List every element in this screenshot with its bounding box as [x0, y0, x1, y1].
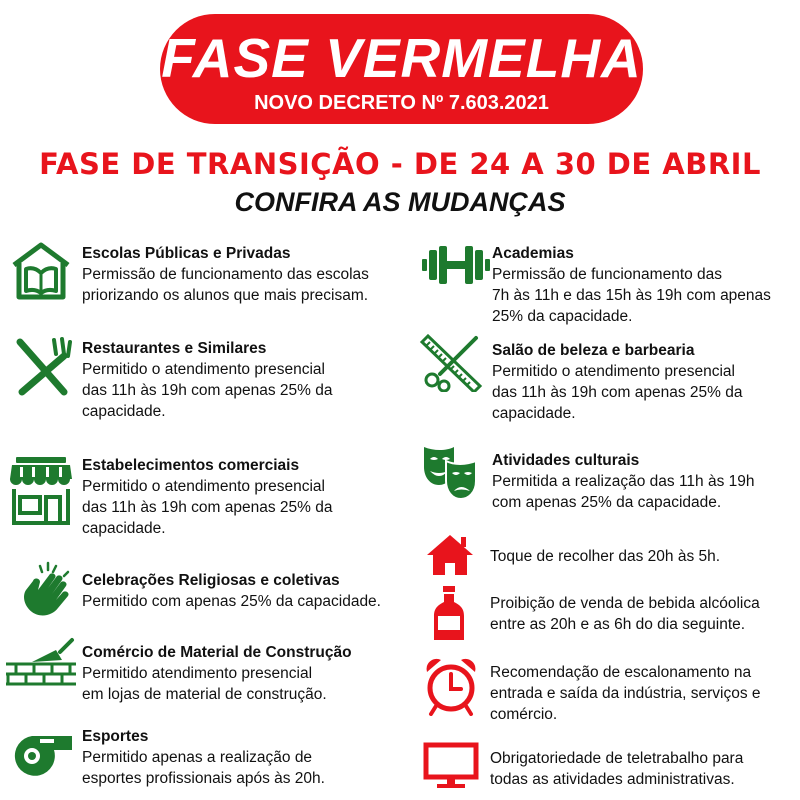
transition-heading: FASE DE TRANSIÇÃO - DE 24 A 30 DE ABRIL	[39, 147, 761, 181]
item-desc: Permissão de funcionamento das 7h às 11h e das 15h às 19h com apenas 25% da capacidade.	[492, 266, 771, 325]
bottle-icon	[432, 586, 466, 642]
fork-knife-icon	[14, 336, 72, 398]
item-desc: Permitida a realização das 11h às 19h com apenas 25% da capacidade.	[492, 473, 755, 511]
item-title: Salão de beleza e barbearia	[492, 342, 695, 359]
scissors-comb-icon	[418, 334, 484, 392]
theater-masks-icon	[420, 443, 480, 499]
restriction-text: Proibição de venda de bebida alcóolica entre as 20h e as 6h do dia seguinte.	[490, 595, 760, 633]
item-title: Estabelecimentos comerciais	[82, 457, 300, 474]
item-desc: Permitido apenas a realização de esportes profissionais após às 20h.	[82, 749, 325, 787]
whistle-icon	[10, 726, 76, 778]
confira-heading: CONFIRA AS MUDANÇAS	[234, 187, 566, 217]
banner-subtitle: NOVO DECRETO Nº 7.603.2021	[254, 92, 549, 114]
item-desc: Permitido o atendimento presencial das 11h às 19h com apenas 25% da capacidade.	[82, 361, 333, 420]
item-title: Academias	[492, 245, 574, 262]
storefront-icon	[8, 455, 74, 527]
header-banner	[160, 14, 643, 124]
item-desc: Permitido o atendimento presencial das 11h às 19h com apenas 25% da capacidade.	[82, 478, 333, 537]
dumbbell-icon	[422, 244, 490, 286]
item-title: Escolas Públicas e Privadas	[82, 245, 291, 262]
restriction-text: Toque de recolher das 20h às 5h.	[490, 548, 721, 565]
house-icon	[425, 533, 475, 577]
item-title: Esportes	[82, 728, 149, 745]
restriction-text: Recomendação de escalonamento na entrada e saída da indústria, serviços e comércio.	[490, 664, 761, 723]
book-house-icon	[10, 241, 72, 301]
item-desc: Permissão de funcionamento das escolas priorizando os alunos que mais precisam.	[82, 266, 369, 304]
item-title: Comércio de Material de Construção	[82, 644, 352, 661]
item-title: Restaurantes e Similares	[82, 340, 267, 357]
bricks-trowel-icon	[4, 636, 78, 686]
item-desc: Permitido o atendimento presencial das 11h às 19h com apenas 25% da capacidade.	[492, 363, 743, 422]
item-desc: Permitido atendimento presencial em lojas de material de construção.	[82, 665, 327, 703]
clapping-hands-icon	[18, 560, 76, 618]
item-desc: Permitido com apenas 25% da capacidade.	[82, 593, 381, 610]
alarm-clock-icon	[421, 656, 481, 716]
restriction-text: Obrigatoriedade de teletrabalho para todas as atividades administrativas.	[490, 750, 744, 788]
item-title: Atividades culturais	[492, 452, 640, 469]
monitor-icon	[423, 742, 479, 790]
banner-title: FASE VERMELHA	[161, 27, 642, 89]
item-title: Celebrações Religiosas e coletivas	[82, 572, 340, 589]
